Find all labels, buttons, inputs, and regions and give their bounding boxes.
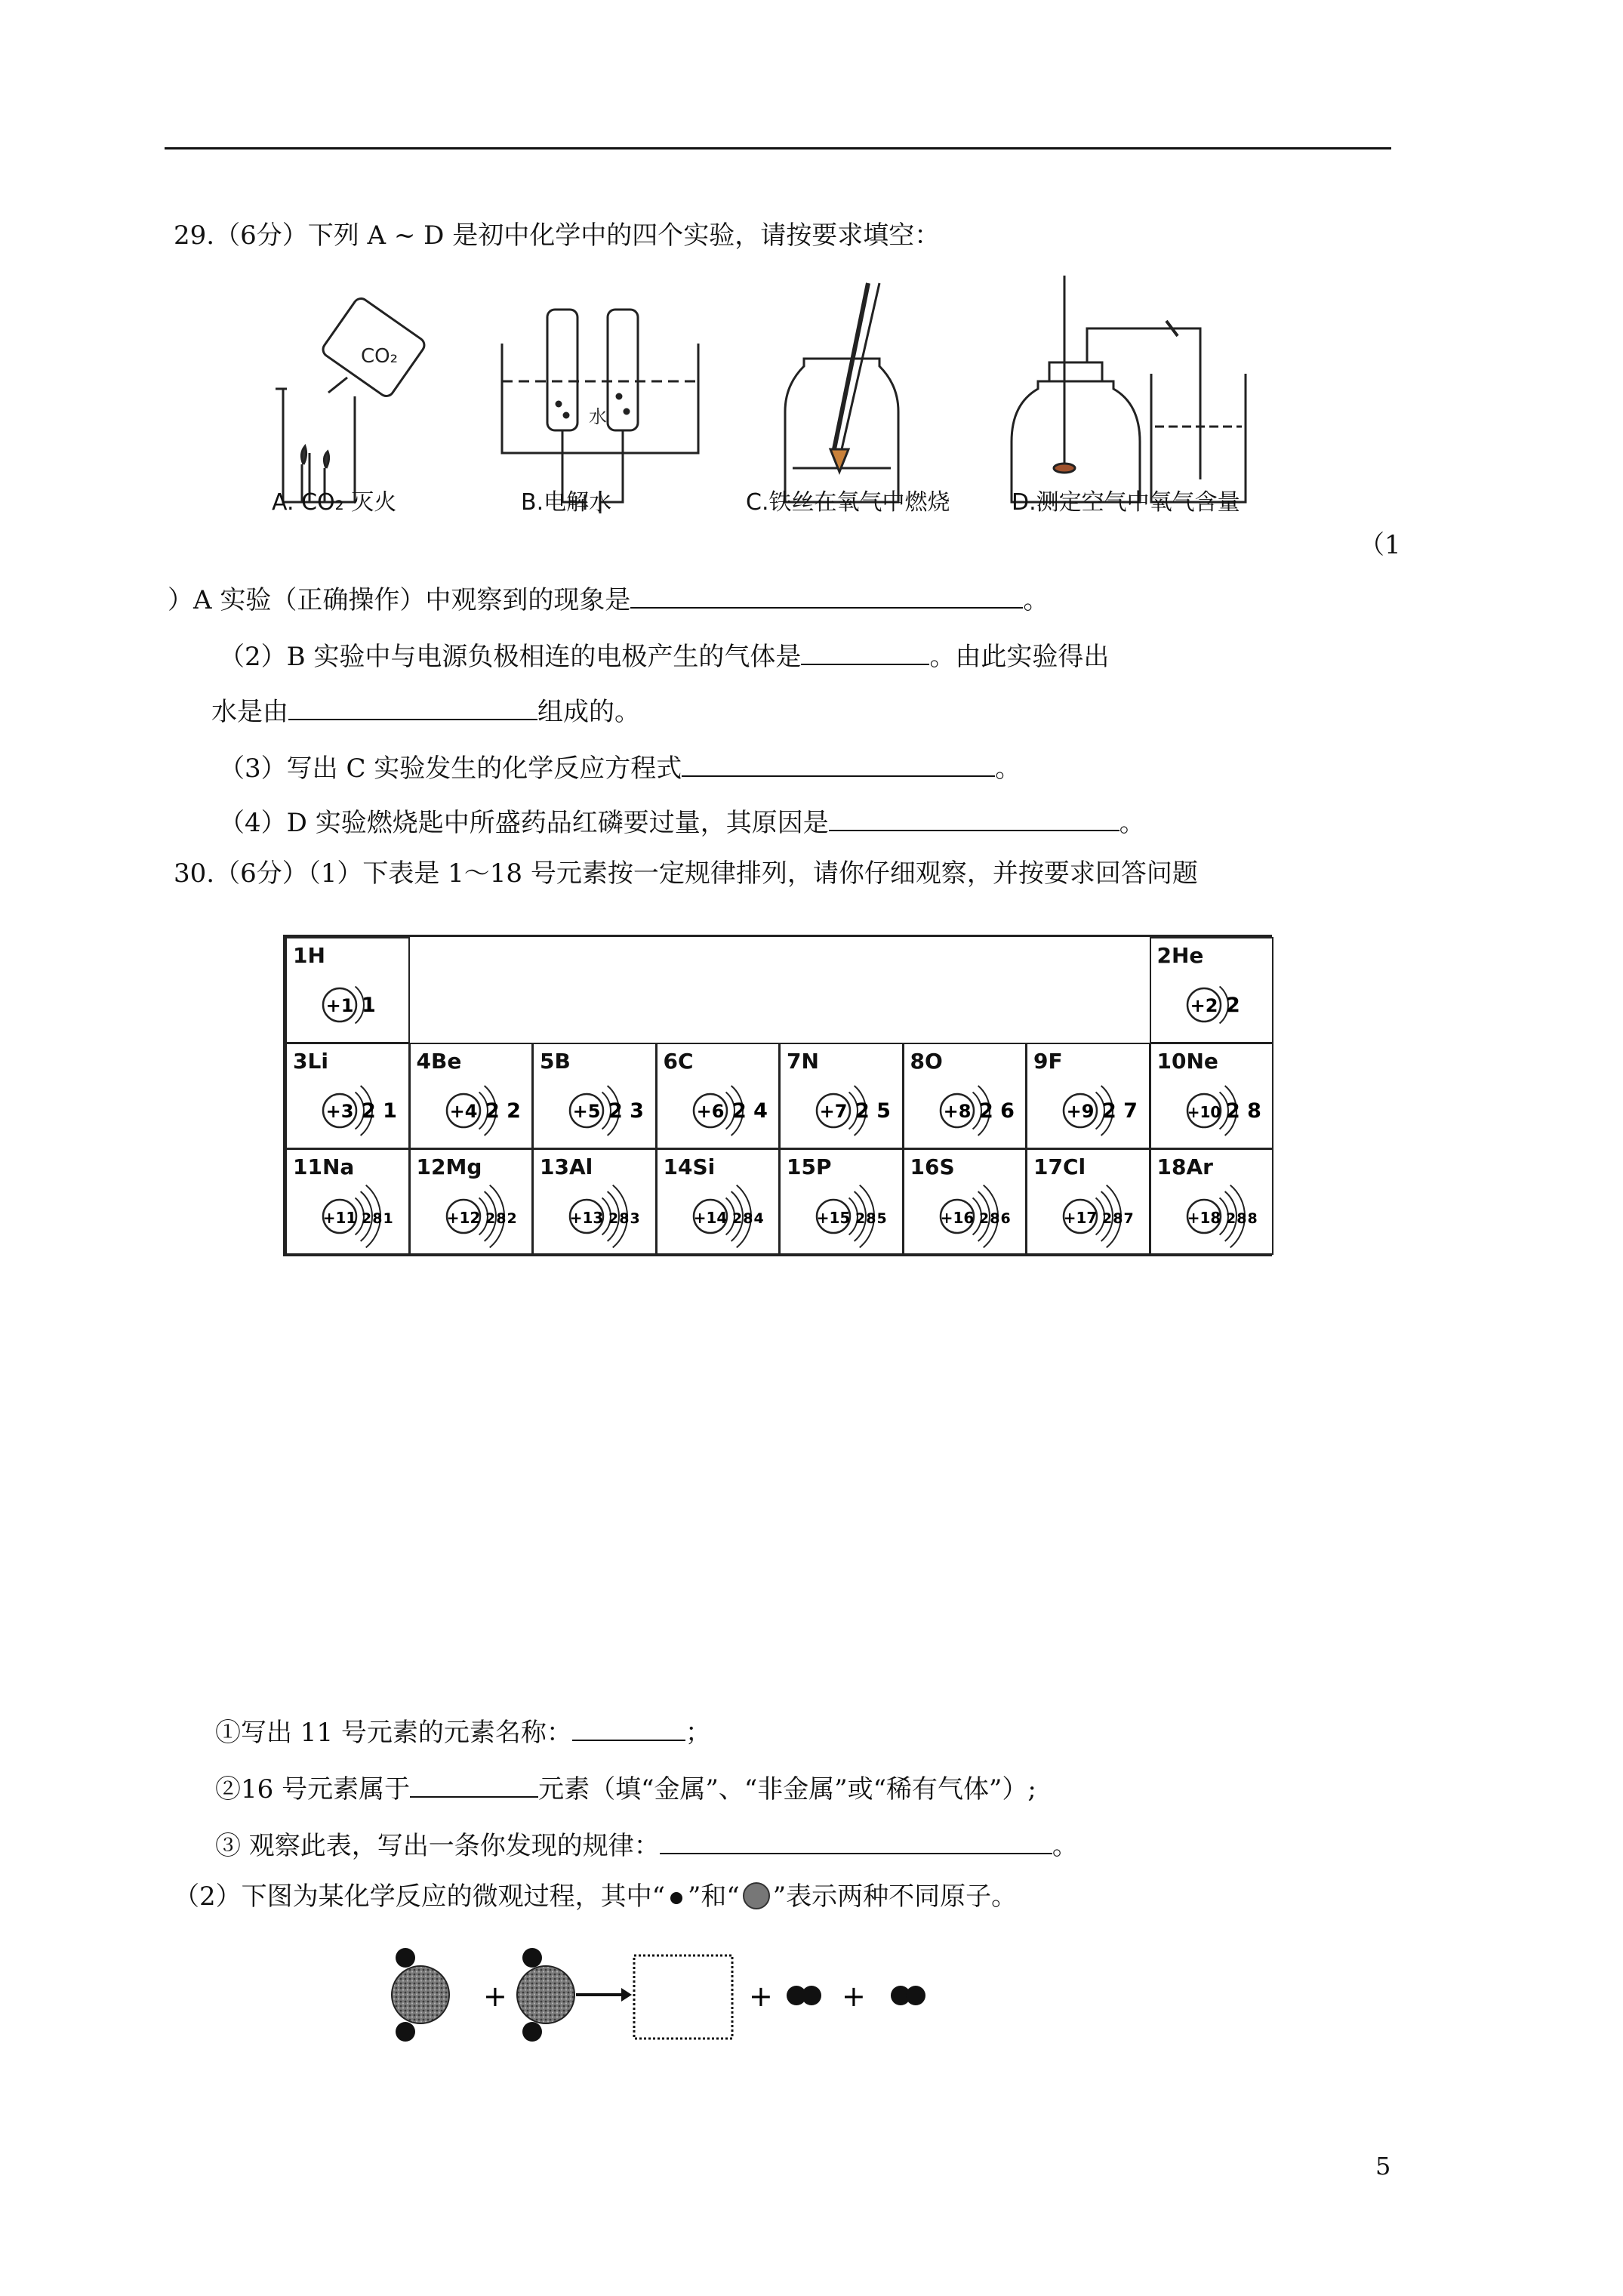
- electron-counts: 2 5: [855, 1099, 891, 1123]
- atom-structure-diagram: [658, 1044, 781, 1150]
- nucleus-charge: +15: [816, 1209, 851, 1227]
- element-cell: [532, 1043, 657, 1149]
- element-cell: [1026, 1043, 1150, 1149]
- atom-structure-diagram: [287, 1150, 411, 1256]
- nucleus-charge: +7: [819, 1101, 848, 1122]
- element-cell: [779, 1148, 904, 1255]
- answer-blank-s2[interactable]: [410, 1771, 538, 1798]
- nucleus-charge: +11: [322, 1209, 357, 1227]
- q29-p4: [219, 804, 1145, 840]
- q29-p3-text: （3）写出 C 实验发生的化学反应方程式: [219, 754, 682, 784]
- element-symbol: 13Al: [540, 1154, 593, 1179]
- reaction-diagram: [381, 1937, 970, 2050]
- figure-c-iron-burning: [785, 283, 898, 502]
- nucleus-charge: +5: [572, 1101, 601, 1122]
- element-symbol: 4Be: [416, 1049, 462, 1074]
- element-symbol: 7N: [787, 1049, 819, 1074]
- q30-s2: [215, 1771, 1036, 1806]
- element-cell: [1150, 1148, 1274, 1255]
- atom-structure-diagram: [904, 1044, 1028, 1150]
- q30-title: 30.（6分）（1）下表是 1～18 号元素按一定规律排列，请你仔细观察，并按要求回答问题: [174, 858, 1198, 889]
- q29-p1-open: （1: [1359, 530, 1401, 560]
- element-cell: [409, 1043, 534, 1149]
- electron-counts: 282: [485, 1210, 518, 1227]
- nucleus-charge: +10: [1187, 1103, 1221, 1121]
- nucleus-charge: +17: [1063, 1209, 1098, 1227]
- element-symbol: 15P: [787, 1154, 832, 1179]
- nucleus-charge: +13: [569, 1209, 604, 1227]
- electron-counts: 284: [731, 1210, 765, 1227]
- nucleus-charge: +1: [325, 995, 354, 1016]
- q29-p2-mid: 。由此实验得出: [929, 642, 1110, 672]
- electron-counts: 2 7: [1102, 1099, 1138, 1123]
- q29-p2b: [211, 693, 640, 729]
- page-number: 5: [1375, 2152, 1391, 2180]
- element-cell: [1026, 1148, 1150, 1255]
- element-symbol: 2He: [1156, 943, 1204, 968]
- element-symbol: 18Ar: [1156, 1154, 1213, 1179]
- element-cell: [285, 1043, 410, 1149]
- q30-s2-text: ②16 号元素属于: [215, 1774, 411, 1804]
- q30-s1: [215, 1714, 711, 1749]
- answer-blank-s1[interactable]: [572, 1714, 685, 1741]
- atom-structure-diagram: [1151, 1044, 1275, 1150]
- caption-b: B.电解水: [521, 489, 612, 516]
- element-symbol: 16S: [910, 1154, 955, 1179]
- atom-structure-diagram: [534, 1150, 658, 1256]
- electron-counts: 287: [1102, 1210, 1135, 1227]
- electron-counts: 2 3: [608, 1099, 644, 1123]
- q30-s2-end: 元素（填“金属”、“非金属”或“稀有气体”）;: [538, 1774, 1036, 1804]
- atom-structure-diagram: [287, 1044, 411, 1150]
- element-symbol: 5B: [540, 1049, 571, 1074]
- caption-d: D.测定空气中氧气含量: [1012, 489, 1240, 516]
- product-box[interactable]: [634, 1955, 732, 2039]
- q29-p1-text: ）A 实验（正确操作）中观察到的现象是: [168, 585, 631, 615]
- nucleus-charge: +9: [1066, 1101, 1095, 1122]
- figure-a-co2-extinguish: [276, 296, 427, 502]
- header-rule: [165, 147, 1391, 149]
- element-cell: [1150, 1043, 1274, 1149]
- electron-counts: 2: [1225, 994, 1240, 1017]
- electron-counts: 2 8: [1225, 1099, 1261, 1123]
- q29-p3: [219, 750, 1021, 785]
- answer-blank-p2b[interactable]: [288, 693, 537, 720]
- answer-blank-s3[interactable]: [660, 1827, 1052, 1854]
- electron-counts: 2 4: [731, 1099, 768, 1123]
- q29-p4-text: （4）D 实验燃烧匙中所盛药品红磷要过量，其原因是: [219, 808, 829, 838]
- electron-counts: 283: [608, 1210, 641, 1227]
- reaction-arrow: [576, 1988, 632, 2002]
- element-cell: [903, 1148, 1027, 1255]
- element-symbol: 14Si: [663, 1154, 716, 1179]
- q29-p1: [168, 581, 1049, 617]
- nucleus-charge: +6: [696, 1101, 724, 1122]
- element-symbol: 11Na: [293, 1154, 355, 1179]
- atom-structure-diagram: [658, 1150, 781, 1256]
- nucleus-charge: +18: [1187, 1209, 1221, 1227]
- water-label: 水: [589, 406, 607, 427]
- element-symbol: 10Ne: [1156, 1049, 1218, 1074]
- element-symbol: 1H: [293, 943, 325, 968]
- nucleus-charge: +2: [1190, 995, 1218, 1016]
- element-cell: [285, 937, 410, 1043]
- electron-counts: 281: [362, 1210, 394, 1227]
- q29-p2-text: （2）B 实验中与电源负极相连的电极产生的气体是: [219, 642, 802, 672]
- atom-structure-diagram: [1027, 1150, 1151, 1256]
- q30-s3-end: 。: [1052, 1831, 1078, 1861]
- atom-structure-diagram: [1027, 1044, 1151, 1150]
- atom-structure-diagram: [411, 1044, 534, 1150]
- answer-blank-p3[interactable]: [682, 750, 995, 777]
- nucleus-charge: +12: [446, 1209, 480, 1227]
- element-cell: [532, 1148, 657, 1255]
- element-cell: [409, 1148, 534, 1255]
- co2-label: CO₂: [361, 345, 399, 368]
- nucleus-charge: +4: [449, 1101, 477, 1122]
- atom-structure-diagram: [1151, 938, 1275, 1044]
- element-symbol: 6C: [663, 1049, 694, 1074]
- answer-blank-p1[interactable]: [630, 581, 1023, 609]
- nucleus-charge: +8: [943, 1101, 971, 1122]
- atom-structure-diagram: [1151, 1150, 1275, 1256]
- electron-counts: 286: [978, 1210, 1012, 1227]
- electron-counts: 288: [1225, 1210, 1258, 1227]
- plus-sign-1: +: [483, 1980, 507, 2013]
- product-molecule-1: [787, 1986, 821, 2005]
- caption-a: A. CO₂ 灭火: [272, 489, 397, 516]
- element-cell: [779, 1043, 904, 1149]
- electron-counts: 2 6: [978, 1099, 1015, 1123]
- element-symbol: 12Mg: [416, 1154, 482, 1179]
- atom-structure-diagram: [534, 1044, 658, 1150]
- reactant-molecule-2: [517, 1948, 574, 2042]
- atom-structure-diagram: [781, 1044, 904, 1150]
- electron-counts: 2 1: [362, 1099, 397, 1123]
- electron-counts: 285: [855, 1210, 888, 1227]
- atom-structure-diagram: [781, 1150, 904, 1256]
- q29-p1-end: 。: [1023, 585, 1049, 615]
- plus-sign-2: +: [749, 1980, 773, 2013]
- answer-blank-p4[interactable]: [829, 804, 1119, 831]
- q30-p2: [174, 1880, 1017, 1913]
- q29-p3-end: 。: [995, 754, 1021, 784]
- small-atom-icon: [665, 1885, 688, 1908]
- q29-title: 29.（6分）下列 A ~ D 是初中化学中的四个实验，请按要求填空：: [174, 220, 941, 251]
- element-symbol: 17Cl: [1033, 1154, 1086, 1179]
- q30-p2-text-c: ”表示两种不同原子。: [772, 1881, 1018, 1912]
- element-cell: [903, 1043, 1027, 1149]
- atom-structure-diagram: [904, 1150, 1028, 1256]
- nucleus-charge: +16: [940, 1209, 974, 1227]
- large-atom-icon: [740, 1881, 773, 1911]
- q30-s1-text: ①写出 11 号元素的元素名称：: [215, 1718, 572, 1748]
- q30-s3: [215, 1827, 1078, 1863]
- element-symbol: 9F: [1033, 1049, 1063, 1074]
- q29-p2b-end: 组成的。: [537, 697, 640, 727]
- element-cell: [285, 1148, 410, 1255]
- reactant-molecule-1: [392, 1948, 449, 2042]
- electron-counts: 1: [362, 994, 376, 1017]
- element-symbol: 3Li: [293, 1049, 328, 1074]
- experiment-figures: [264, 276, 1321, 517]
- atom-structure-diagram: [287, 938, 411, 1044]
- product-molecule-2: [891, 1986, 925, 2005]
- element-cell: [656, 1148, 781, 1255]
- q30-p2-text-b: ”和“: [688, 1881, 740, 1912]
- electron-counts: 2 2: [485, 1099, 521, 1123]
- periodic-table: [283, 935, 1272, 1256]
- plus-sign-3: +: [842, 1980, 866, 2013]
- element-cell: [1150, 937, 1274, 1043]
- q30-p2-text-a: （2）下图为某化学反应的微观过程，其中“: [174, 1881, 666, 1912]
- q29-p2: [219, 638, 1109, 673]
- atom-structure-diagram: [411, 1150, 534, 1256]
- figure-d-oxygen-content: [1012, 276, 1246, 502]
- nucleus-charge: +14: [693, 1209, 727, 1227]
- q29-p2b-text: 水是由: [211, 697, 288, 727]
- caption-c: C.铁丝在氧气中燃烧: [746, 489, 950, 516]
- q30-s1-end: ；: [685, 1718, 711, 1748]
- nucleus-charge: +3: [325, 1101, 354, 1122]
- element-symbol: 8O: [910, 1049, 943, 1074]
- answer-blank-p2a[interactable]: [801, 638, 929, 665]
- q29-p4-end: 。: [1119, 808, 1145, 838]
- q30-s3-text: ③ 观察此表，写出一条你发现的规律：: [215, 1831, 660, 1861]
- element-cell: [656, 1043, 781, 1149]
